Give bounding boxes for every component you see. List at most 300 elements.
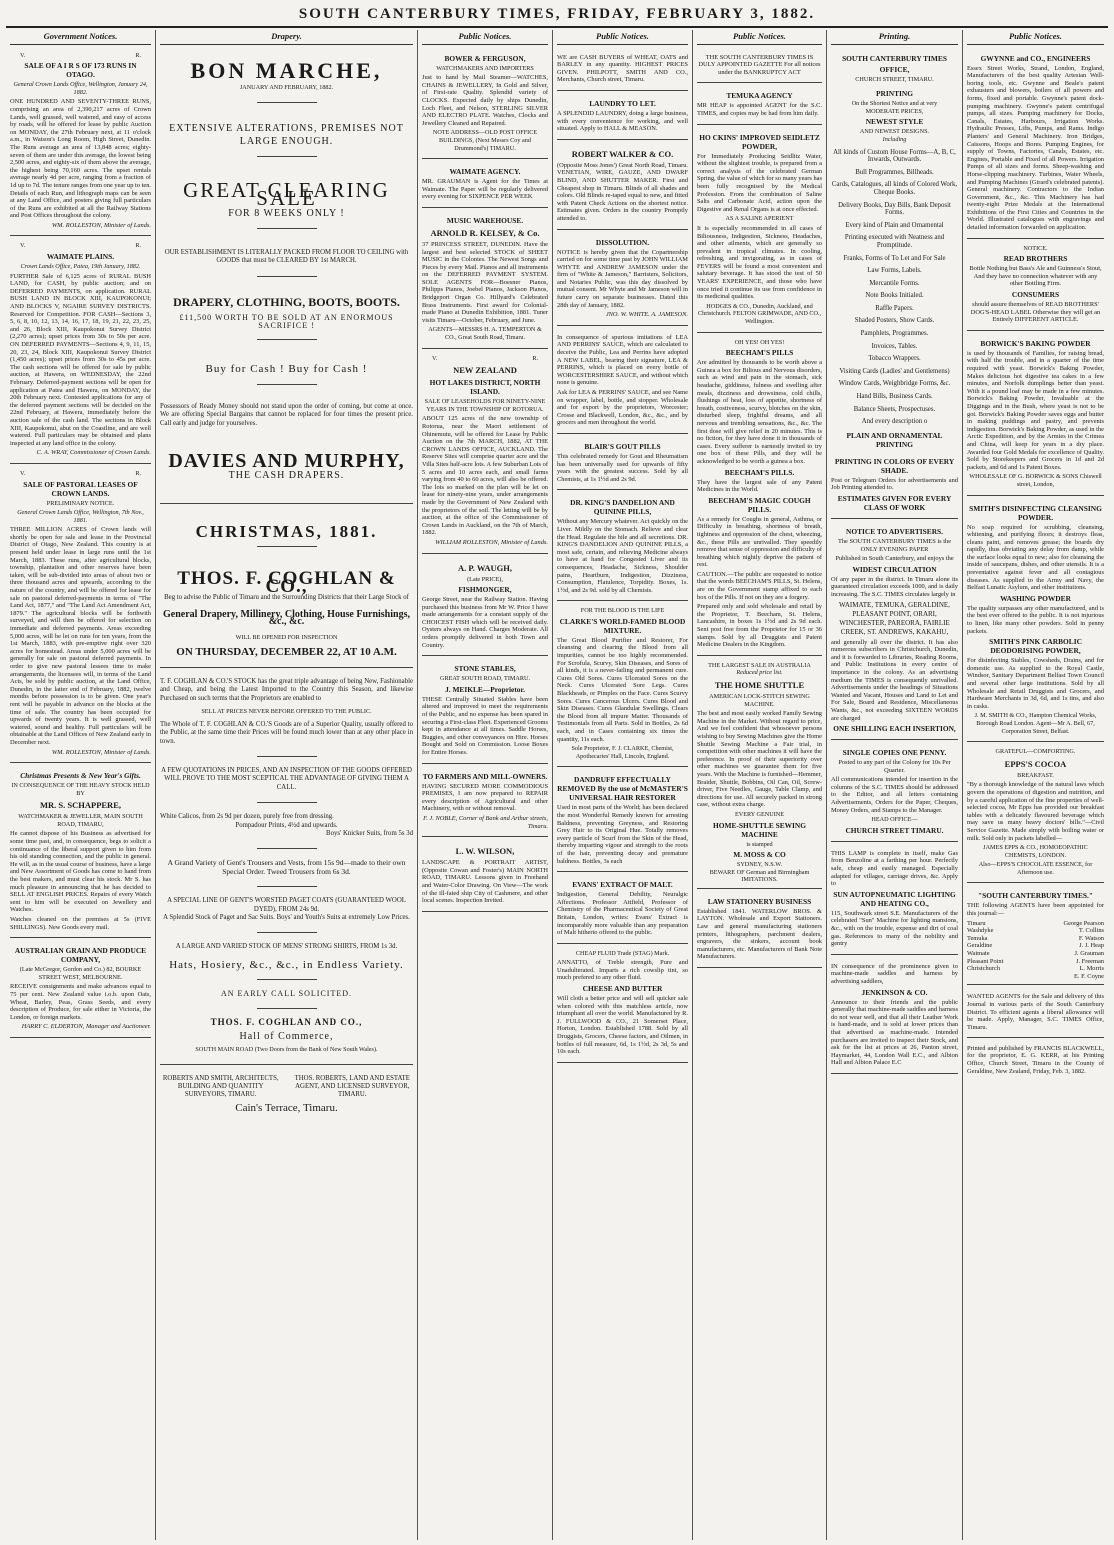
ad-title: JENKINSON & CO. xyxy=(861,987,928,997)
printing-list xyxy=(831,149,958,426)
read-brothers-ad xyxy=(967,242,1104,331)
paget-line: A SPECIAL LINE OF GENT'S WORSTED PAGET COATS (GUARANTEED WOOL DYED), FROM 24s 9d. xyxy=(167,897,406,913)
ad-wide: WIDEST CIRCULATION xyxy=(852,564,937,574)
ad-kicker: NOTICE. xyxy=(1023,244,1048,252)
ad-body: Essex Street Works, Strand, London, England, Manufacturers of the best quality Artesian Well-boring tools, etc. Gwynne and Beale's patent exhausters and blowers, boilers of all powers and forms, fixed and portable. Gwynne's patent dock-pumping machinery. Gwynne's patent centrifugal pumps, all sizes. Pumping machinery for Docks, Canals, Estates, Harbours, Irrigation Works. Hydraulic Presses, Lifts, Pumps, and Rams. Indigo Planters' and General Machinery. Iron Bridges, Caissons, Hoops and Bores. Pumping Engines, for supply of Towns, Factories, Canals, Estates, etc. Engines, Portable and Fixed of all Powers. Irrigation Pumps of all sizes and forms. Sheep-washing and Horse-clipping machinery. Turbines, Water Wheels, and Pumping Machines (Girard's celebrated patents). General machinery. Contractors to the Indian Government, &c., &c. This Machinery has had twenty-eight Prize Medals at the International Exhibitions of the First Cities and Countries in the World. Illustrated catalogues with engravings and detailed information forwarded on application. xyxy=(967,64,1104,232)
agent-place: Pleasant Point xyxy=(967,957,1004,965)
vr-mark: V. R. xyxy=(432,354,538,362)
roberts-smith-ad xyxy=(160,1075,413,1099)
bon-marche-title: BON MARCHE, xyxy=(190,57,383,83)
dissolution-notice xyxy=(557,233,688,326)
advertisers-notice xyxy=(831,522,958,740)
ad-body: Announce to their friends and the public generally that machine-made saddles and harness do not wear well, and that all their Leather Work is hand-made, and is sold at lower prices than that advertised as machine-made. Intended purchasers are invited to inspect their Stock, and ask for the list at prices at 26, Panton street, Haymarket, 44, London Wall E.C., and Albion Hall and Albion Palace E.C xyxy=(831,998,958,1067)
ad-road: GREAT SOUTH ROAD, TIMARU. xyxy=(439,675,530,683)
masthead: SOUTH CANTERBURY TIMES, FRIDAY, FEBRUARY 3, 1882. xyxy=(298,6,816,22)
grain-company-ad xyxy=(10,941,151,1038)
ad-body: WANTED AGENTS for the Sale and delivery of this Journal in various parts of the South Canterbury District. To efficient agents a liberal allowance will be made. Apply, Manager, S.C. TIMES Office, Timaru. xyxy=(967,993,1104,1031)
ad-title: Christmas Presents & New Year's Gifts. xyxy=(20,771,141,781)
agent-name: T. Collins xyxy=(1078,927,1104,935)
dr-king-ad xyxy=(557,493,688,601)
ad-signature: WILLIAM ROLLESTON, Minister of Lands. xyxy=(435,538,548,546)
notice-title: SALE OF PASTORAL LEASES OF CROWN LANDS. xyxy=(23,479,138,498)
ad-church: CHURCH STREET TIMARU. xyxy=(845,825,944,835)
thursday-line: ON THURSDAY, DECEMBER 22, AT 10 A.M. xyxy=(176,646,397,659)
ad-note: NOTE ADDRESS—OLD POST OFFICE BUILDINGS, (Next Messrs Coy and Drummond's) TIMARU. xyxy=(432,129,538,152)
borwick-ad xyxy=(967,334,1104,496)
ad-adj: and generally all over the district. It has also numerous subscribers in Christchurch, Dunedin, and it is forwarded to Libraries, Reading Rooms, and Public Institutions in every centre of importance in the colony. As an advertising medium the TIMES is consequently unrivalled. Advertisements under the headings of Situations Wanted and Vacant, Houses and Land to Let and For Sale, Board and Residence, Miscellaneous Wants, &c., not exceeding SIXTEEN WORDS are charged xyxy=(831,638,958,722)
printing-list-item: All kinds of Custom House Forms—A, B, C, Inwards, Outwards. xyxy=(833,148,956,164)
ad-body: Ask for LEA & PERRINS' SAUCE, and see Name on wrapper, label, bottle, and stopper. Wholesale and for export by the proprietors, Worcester; Crosse and Blackwell, London, &c., &c., and by grocers and men throughout the world. xyxy=(557,389,688,427)
waterlow-ad xyxy=(697,892,822,968)
clarke-ad xyxy=(557,604,688,767)
divider xyxy=(160,1064,413,1065)
gwynne-ad xyxy=(967,49,1104,239)
agent-name: George Pearson xyxy=(1063,919,1104,927)
printing-list-item: Franks, Forms of To Let and For Sale xyxy=(843,254,946,262)
printing-notice: On the Shortest Notice and at very xyxy=(851,100,938,108)
gazette-notice xyxy=(697,49,822,84)
divider xyxy=(160,667,413,668)
printing-plain: PLAIN AND ORNAMENTAL PRINTING xyxy=(846,430,943,449)
copies-notice xyxy=(831,743,958,842)
printing-including: Including xyxy=(882,135,907,143)
few-quotations: A FEW QUOTATIONS IN PRICES, AND AN INSPECTION OF THE GOODS OFFERED WILL PROVE TO THE MOST SCEPTICAL THE ADVANTAGE OF GIVING THEM A CALL. xyxy=(161,766,412,791)
ad-trade: WATCHMAKER & JEWELLER, MAIN SOUTH ROAD, TIMARU, xyxy=(18,813,143,828)
ad-body: Just to hand by Mail Steamer—WATCHES, CHAINS & JEWELLERY, In Gold and Silver, of First-rate Quality. Splendid variety of CLOCKS. Expected daily by ships Dunedin, Loch Fleet, and Nelson, STERLING SILVER AND ELECTRO PLATE. Watches, Clocks and Jewellery Cleaned and Repaired. xyxy=(422,74,548,127)
waimate-notice xyxy=(10,239,151,463)
column-drapery xyxy=(156,30,418,1540)
noble-ad xyxy=(422,767,548,838)
ad-title: AUSTRALIAN GRAIN AND PRODUCE COMPANY, xyxy=(14,946,147,965)
annatto-ad xyxy=(557,947,688,1063)
column-heading: Printing. xyxy=(831,30,958,45)
ad-genuine: EVERY GENUINE xyxy=(734,810,785,818)
bon-marche-date: JANUARY AND FEBRUARY, 1882. xyxy=(239,84,334,92)
evans-ad xyxy=(557,875,688,944)
agent-name: J. J. Heap xyxy=(1079,942,1104,950)
ad-body: ABOUT 125 acres of the new township of Rotorua, near the Maori settlement of Ohinemutu, will be offered for Lease by Public Auction on the 7th MARCH, 1882, AT THE CROWN LANDS OFFICE, AUCKLAND. The Reserve Sites will comprise quarter acre and the Villa Sites half-acre lots. A few Suburban Lots of 5 acres and 10 acres each, and small farms varying from 40 to 60 acres, will also be offered. The lots so marked on the plan will be let on lease for ninety-nine years, under arrangements made by the Government of New Zealand with the proprietors of the soil. The letting will be by auction, at the office of the Commissioner of Crown Lands in Auckland, on the 7th of March, 1882. xyxy=(422,415,548,537)
ad-body: Are admitted by thousands to be worth above a Guinea a box for Bilious and Nervous disorders, such as wind and pain in the stomach, sick headache, giddiness, fulness and swelling after meals, dizziness and drowsiness, cold chills, flushings of heat, loss of appetite, shortness of breath, costiveness, scurvy, blotches on the skin, disturbed sleep, frightful dreams, and all nervous and trembling sensations, &c., &c. The first dose will give relief in 20 minutes. This is no fiction, for they have done it in thousands of cases. Every sufferer is earnestly invited to try one box of these Pills, and they will be acknowledged to be worth a guinea a box. xyxy=(697,359,822,465)
printing-sct: SOUTH CANTERBURY TIMES xyxy=(842,53,947,63)
ad-head: HEAD OFFICE— xyxy=(871,816,918,824)
ad-signature: HODGES & CO., Dunedin, Auckland, and Christchurch. FELTON GRIMWADE, AND CO., Wellington. xyxy=(697,302,822,326)
ad-also: Also—EPPS'S CHOCOLATE ESSENCE, for Afternoon use. xyxy=(978,861,1093,876)
agent-place: Christchurch xyxy=(967,965,1001,973)
notice-title: SALE OF A I R S OF 173 RUNS IN OTAGO. xyxy=(24,61,137,80)
stone-stables-ad xyxy=(422,659,548,763)
printing-colors: PRINTING IN COLORS OF EVERY SHADE. xyxy=(834,456,955,475)
ad-sale: SALE OF LEASEHOLDS FOR NINETY-NINE YEARS IN THE TOWNSHIP OF ROTORUA. xyxy=(424,398,546,413)
printing-list-item: Window Cards, Weighbridge Forms, &c. xyxy=(838,380,951,388)
hall-of-commerce: Hall of Commerce, xyxy=(239,1030,334,1042)
ad-agents: AGENTS—MESSRS H. A. TEMPERTON & CO., Great South Road, Timaru. xyxy=(428,326,542,342)
agent-row xyxy=(967,927,1104,935)
ad-title: HO CKINS' IMPROVED SEIDLETZ POWDER, xyxy=(699,132,820,151)
ad-signature: WHOLESALE OF G. BORWICK & SONS Chiswell street, London, xyxy=(969,473,1102,488)
ad-body: "By a thorough knowledge of the natural laws which govern the operations of digestion and nutrition, and by a careful application of the fine properties of well-selected cocoa, Mr Epps has provided our breakfast tables with a delicately flavoured beverage which may save us many heavy doctors' bills."—Civil Service Gazette. Made simply with boiling water or milk. Sold only in packets labelled— xyxy=(967,781,1104,842)
notice-sub: Crown Lands Office, Patea, 19th January, 1882. xyxy=(20,263,141,271)
column-public-notices-3 xyxy=(693,30,827,1540)
pompadour-line: Pompadour Prints, 4½d and upwards. xyxy=(235,821,338,829)
divider xyxy=(257,384,317,385)
ad-kicker: OH YES! OH YES! xyxy=(734,338,785,346)
agent-place: Timaru xyxy=(967,919,986,927)
agent-row xyxy=(967,958,1104,966)
knicker-line: Boys' Knicker Suits, from 5s 3d xyxy=(326,829,413,837)
calicos-line: White Calicos, from 2s 9d per dozen, purely free from dressing. xyxy=(160,813,334,821)
ad-title: READ BROTHERS xyxy=(1003,254,1068,264)
notice-signature: WM. ROLLESTON, Minister of Lands. xyxy=(51,221,151,229)
agent-row xyxy=(967,950,1104,958)
agent-name: J. Freeman xyxy=(1075,957,1104,965)
printing-list-item: Balance Sheets, Prospectuses. xyxy=(853,405,936,413)
notice-signature: WM. ROLLESTON, Minister of Lands. xyxy=(51,748,151,756)
ad-body-2: The quality surpasses any other manufactured, and is the best ever offered to the public. It is not injurious to linen, like many other powders. Sold in penny packets. xyxy=(967,604,1104,635)
divider xyxy=(257,339,317,340)
ad-kicker: CHEAP FLUID Trade (STAG) Mark. xyxy=(575,949,670,957)
ad-title: TO FARMERS AND MILL-OWNERS. xyxy=(422,771,548,781)
ad-title: MUSIC WAREHOUSE. xyxy=(446,215,524,225)
ad-moss: M. MOSS & CO xyxy=(733,850,786,860)
printing-newest: NEWEST STYLE xyxy=(865,117,924,127)
ad-body: MR HEAP is appointed AGENT for the S.C. TIMES, and copies may be had from him daily. xyxy=(697,102,822,117)
ad-body: LANDSCAPE & PORTRAIT ARTIST, (Opposite Cowan and Foster's) MAIN NORTH ROAD, TIMARU. Lessons given in Freehand and Water-Color Drawing. On View—The work of the ill-fated ship City of Cashmere, and other local scenes. Inspection Invited. xyxy=(422,859,548,905)
printing-ad xyxy=(831,49,958,519)
ad-body-2: It is especially recommended in all cases of Biliousness, Indigestion, Sickness, Headaches, and other ailments, which are generally so prevalent in tropical climates. In cooling, refreshing, and invigorating, as in cases of FEVERS will be found a most convenient and salutary beverage. It has stood the test of 50 YEARS' EXPERIENCE, and those who have once tried it continue its use from confidence in its medicinal qualities. xyxy=(697,224,822,301)
home-shuttle-ad xyxy=(697,659,822,889)
cash-drapers: THE CASH DRAPERS. xyxy=(228,469,345,481)
ad-body: is used by thousands of Families, for raising bread, with half the trouble, and in a quarter of the time required with yeast. Borwick's Baking Powder, Makes delicious hot digestive tea cakes in a few minutes, and Norfolk dumplings better than yeast. With it a pound loaf may be made in a few minutes. Borwick's Baking Powder, Invaluable at the Diggings and in the Bush, where yeast is not to be got. Borwick's Baking Powder saves eggs and butter in making puddings and pastry, and prevents indigestion. Borwick's Baking Powder, as used in the Arctic Expedition, and by the Armies in the Crimea and China, will keep for years in a dry place. Awarded four Gold Medals for excellence of Quality. Sold by Storekeepers and Grocers in 1d and 2d packets, and 6d and 1s Patent Boxes. xyxy=(967,349,1104,471)
solicited-line: AN EARLY CALL SOLICITED. xyxy=(220,989,353,999)
blair-ad xyxy=(557,437,688,490)
agent-row xyxy=(967,920,1104,928)
christmas-title: CHRISTMAS, 1881. xyxy=(195,522,378,542)
ad-signature: HARRY C. ELDERTON, Manager and Auctioneer. xyxy=(21,1023,151,1031)
printing-office: OFFICE, xyxy=(879,64,910,74)
alterations-line-2: LARGE ENOUGH. xyxy=(239,136,334,148)
ad-caution: CAUTION.—The public are requested to notice that the words BEECHAM'S PILLS, St. Helens, are on the Government stamp affixed to each box of the Pills. If not on they are a forgery. xyxy=(697,570,822,601)
ad-sub: HOT LAKES DISTRICT, NORTH ISLAND. xyxy=(429,378,541,397)
ad-body: Will cloth a better price and will sell quicker sale when colored with this matchless article, now triumphant all over the world. Manufactured by R. J. FULLWOOD & CO., 21 Somerset Place, Horton, London. Established 1788. Sold by all Druggists, Grocers, Cheese factors, and Oilmen, in bottles of full measure, 6d, 1s 1½d, 2s 3d, 5s and 10s each. xyxy=(557,995,688,1056)
lea-perrins-ad xyxy=(557,329,688,434)
printing-list-item: Tobacco Wrappers. xyxy=(868,355,921,363)
ad-sub: IN CONSEQUENCE OF THE HEAVY STOCK HELD BY xyxy=(11,782,150,797)
printing-designs: AND NEWEST DESIGNS. xyxy=(859,128,930,136)
divider xyxy=(257,848,317,849)
agent-row xyxy=(967,965,1104,973)
printing-list-item: Note Books Initialed. xyxy=(865,292,924,300)
ad-late: (Late PRICE), xyxy=(467,575,503,583)
ad-sub: WASHING POWDER xyxy=(1000,593,1071,603)
ad-title: DISSOLUTION. xyxy=(595,237,650,247)
column-heading: Public Notices. xyxy=(557,30,688,45)
divider xyxy=(160,503,413,504)
column-heading: Government Notices. xyxy=(10,30,151,45)
ad-body: This celebrated remedy for Gout and Rheumatism has been universally used for upwards of fifty years with the greatest success. Sold by all Chemists, at 1s 1½d and 2s 9d. xyxy=(557,452,688,483)
ad-sydney: SYDNEY, N.S.W. xyxy=(736,861,783,869)
ad-body-3: For disinfecting Stables, Cowsheds, Drains, and for domestic use. As supplied to the Royal Castle, Windsor, Sanitary Department Belfast Town Council and several other large institutions. Sold by all Wholesale and Retail Druggists and Grocers, and Hardware Merchants in 3d, 6d, and 1s tins, and also in casks. xyxy=(967,657,1104,710)
column-government-notices xyxy=(6,30,156,1540)
ad-title: DANDRUFF EFFECTUALLY REMOVED By the use of McMASTER'S UNIVERSAL HAIR RESTORER xyxy=(557,775,688,803)
sun-lamp-ad xyxy=(831,845,958,955)
ad-title: CHEESE AND BUTTER xyxy=(582,984,663,994)
ad-body: 37 PRINCESS STREET, DUNEDIN. Have the largest and best selected STOCK of SHEET MUSIC in the Colonies. The Newest Songs and Pieces by every Mail. Pianos and all instruments on the DEFERRED PAYMENT SYSTEM. SOLE AGENTS FOR—Boesner Pianos, Philipps Pianos, Joebel Pianos, Jackson Pianos, Bridgeport Organ Co. Hillyard's Celebrated Brass Instruments. First award for Colonial-made Piano at Dunedin Exhibition, 1881. Tuner visits Timaru—October, February, and June. xyxy=(422,240,548,324)
ad-breakfast: BREAKFAST. xyxy=(1017,771,1054,779)
ad-wide-body: Of any paper in the district. In Timaru alone its guaranteed circulation exceeds 1000, and is daily increasing. The S.C. TIMES circulates largely in xyxy=(831,575,958,598)
printing-list-item: Bull Programmes, Billheads. xyxy=(855,168,934,176)
ad-kicker: THE LARGEST SALE IN AUSTRALIA xyxy=(708,661,811,669)
ad-beware: BEWARE OF German and Birmingham IMITATIONS. xyxy=(709,868,810,884)
ad-kicker: FOR THE BLOOD IS THE LIFE xyxy=(580,607,665,615)
notice-body: THREE MILLION ACRES of Crown lands will shortly be open for sale and lease in the Provincial District of Otago, New Zealand. This country is at present held under lease in large runs until the 1st March, 1883. These runs, after agricultural blocks, township, plantation and other reserves have been taken, will be sub-divided into areas of about two or three thousand acres and upwards, according to the nature of the country, and will be offered for lease for sale on pastoral deferred-payments in terms of "The Land Act, 1877," and "The Land Act Amendment Act, 1879." The agricultural blocks will be forthwith surveyed, and will then be offered for selection on immediate and deferred payments. Areas exceeding 5,000 acres, will be let on runs for ten years, from the 1st March, 1883, with pre-emptive right over 320 acres for homestead. Areas under 5,000 acres will be generally for sale on pastoral deferred payments. In order to give new pastoral lessees time to make arrangements, the licensees will, in terms of the Land Acts, be sold by public auction, at the Land Office, Dunedin, in the latter end of February, 1882, twelve months before possession is to be given. One year's rent will be payable in advance on the blocks at the time of sale. The country has been occupied for upwards of twenty years. It is well grassed, well watered, sound and healthy. Full particulars will be obtainable at the Land Offices of New Zealand early in December next. xyxy=(10,526,151,746)
printing-list-item: Invoices, Tables. xyxy=(871,342,918,350)
printing-list-item: Shaded Posters, Show Cards. xyxy=(854,317,935,325)
printing-heading: PRINTING xyxy=(876,89,913,99)
temuka-agency xyxy=(697,86,822,124)
ad-title: NOTICE TO ADVERTISERS. xyxy=(845,527,943,536)
ad-body-3: As a remedy for Coughs in general, Asthma, or Difficulty in breathing, shortness of breath, tightness and oppression of the chest, wheezing, &c., these Pills are unrivalled. They speedily remove that sense of oppression and difficulty of breathing which nightly deprive the patient of rest. xyxy=(697,515,823,569)
coghlan-address: SOUTH MAIN ROAD (Two Doors from the Bank of New South Wales). xyxy=(195,1046,378,1054)
column-heading: Public Notices. xyxy=(697,30,822,45)
ad-sub: AMERICAN LOCK-STITCH SEWING MACHINE. xyxy=(709,693,810,708)
ad-prepared: Prepared only and sold wholesale and retail by the Proprietor, T. Beecham, St. Helens, Lancashire, in boxes 1s 1½d and 2s 9d each. Sent post free from the Proprietor for 15 or 36 stamps. Sold by all Druggists and Patent Medicine Dealers in the Kingdom. xyxy=(697,603,822,649)
notice-title: WAIMATE PLAINS. xyxy=(46,252,115,262)
printing-list-item: Cards, Catalogues, all kinds of Colored Work, Cheque Books. xyxy=(831,181,958,196)
agent-table xyxy=(967,920,1104,981)
alterations-line-1: EXTENSIVE ALTERATIONS, PREMISES NOT xyxy=(169,122,404,134)
ad-consumers: CONSUMERS xyxy=(1011,290,1060,300)
printing-list-item: Raffle Papers. xyxy=(875,304,914,312)
printing-list-item: Hand Bills, Business Cards. xyxy=(856,393,933,401)
divider xyxy=(257,802,317,803)
ad-title: BOWER & FERGUSON, xyxy=(444,53,526,63)
ad-name: L. W. WILSON, xyxy=(455,846,515,857)
divider xyxy=(257,979,317,980)
agent-name: J. Grauman xyxy=(1074,950,1104,958)
roberts-smith: ROBERTS AND SMITH, ARCHITECTS, BUILDING AND QUANTITY SURVEYORS, TIMARU. xyxy=(162,1074,279,1098)
ad-title: BEECHAM'S PILLS xyxy=(725,348,794,358)
masthead-rule xyxy=(6,26,1108,28)
column-public-notices-4 xyxy=(963,30,1108,1540)
ad-body: THE SOUTH CANTERBURY TIMES IS DULY APPOINTED GAZETTE For all notices under the BANKRUPTCY ACT xyxy=(698,53,821,76)
ad-trade: FISHMONGER, xyxy=(458,585,512,595)
hats-line: Hats, Hosiery, &c., &c., in Endless Variety. xyxy=(169,958,404,971)
column-heading: Drapery. xyxy=(160,30,413,45)
sell-line: SELL AT PRICES NEVER BEFORE OFFERED TO THE PUBLIC. xyxy=(201,708,372,716)
ad-trade: WATCHMAKERS AND IMPORTERS xyxy=(436,64,534,72)
ad-body: THESE Centrally Situated Stables have been altered and improved to meet the requirements of the Public, and no expense has been spared in securing a First-class Fleet. Experienced Grooms kept in attendance at all times. Saddle Horses, Buggies, and other conveyances on Hire. Horses Bought and Sold on Commission. Loose Boxes for Entire Horses. xyxy=(422,695,548,756)
vr-mark: V. R. xyxy=(20,469,141,477)
ad-proprietor: J. MEIKLE—Proprietor. xyxy=(445,684,525,694)
ad-sub: AS A SALINE APERIENT xyxy=(725,215,794,223)
smith-powder-ad xyxy=(967,499,1104,743)
coghlan-title: THOS. F. COGHLAN & CO., xyxy=(177,567,396,597)
agent-place: Washdyke xyxy=(967,927,994,935)
agent-name: L. Morris xyxy=(1079,965,1104,973)
davies-murphy-title: DAVIES AND MURPHY, xyxy=(168,450,405,473)
ad-signature: F. J. NOBLE, Corner of Bank and Arthur streets, Timaru. xyxy=(423,814,548,830)
ad-body: RECEIVE consignments and make advances equal to 75 per cent. New Zealand value i.o.b. upon Oats, Wheat, Barley, Peas, Grass Seeds, and every description of Produce, for sale either in Victoria, the London, or foreign markets. xyxy=(10,983,151,1021)
ad-sub: BEECHAM'S PILLS. xyxy=(724,467,795,477)
clearing-sale-title: GREAT CLEARING SALE xyxy=(183,177,390,210)
ad-title: GWYNNE and CO., ENGINEERS xyxy=(980,53,1091,63)
agent-row xyxy=(967,973,1104,981)
schappere-ad xyxy=(10,766,151,938)
agent-place: Waimate xyxy=(967,950,990,958)
mcmaster-ad xyxy=(557,770,688,872)
printing-moderate: MODERATE PRICES, xyxy=(865,107,924,115)
splendid-line: A Splendid Stock of Paget and Sac Suits. Boys' and Youth's Suits at extremely Low Prices. xyxy=(163,914,410,921)
trousers-line: A Grand Variety of Gent's Trousers and Vests, from 15s 9d—made to their own Special Order. Tweed Trousers from 6s 3d. xyxy=(167,858,406,876)
thos-roberts: THOS. ROBERTS, LAND AND ESTATE AGENT, AND LICENSED SURVEYOR, TIMARU. xyxy=(294,1074,410,1098)
pastoral-notice xyxy=(10,467,151,763)
ad-title: TEMUKA AGENCY xyxy=(726,91,793,101)
ad-body: The best and most easily worked Family Sewing Machine in the Market. Without regard to price, And we feel confident that whosoever persons wishing to buy Sewing Machines give the Home Shuttle Sewing Machine a Fair trial, in competition with other machines it will have the preference. In proof of their superiority over other machines we guarantee them for five years. With the Machine is furnished—Hemmer, Braider, Shuttle, Bobbins, Oil Can, Oil, Screw-driver, Five Needles, Gauge, Table Clamp, and directions for use. All securely packed in strong case, without extra charge. xyxy=(697,710,822,809)
agent-row xyxy=(967,942,1104,950)
vr-mark: V. R. xyxy=(20,242,141,250)
ad-machine: HOME-SHUTTLE SEWING MACHINE xyxy=(712,820,807,839)
epps-ad xyxy=(967,745,1104,883)
laundry-ad xyxy=(557,94,688,140)
general-drapery: General Drapery, Millinery, Clothing, House Furnishings, &c., &c. xyxy=(163,608,410,628)
ad-body: HAVING SECURED MORE COMMODIOUS PREMISES, I am now prepared to REPAIR every description of Agricultural and other Machinery, with or without removal. xyxy=(422,782,548,813)
agents-list xyxy=(967,886,1104,985)
waimate-agency xyxy=(422,162,548,208)
ad-shilling: ONE SHILLING EACH INSERTION, xyxy=(833,724,956,734)
printing-list-item: Visiting Cards (Ladies' and Gentlemens) xyxy=(839,367,950,375)
agent-row xyxy=(967,935,1104,943)
ad-intro: ANNATTO, of Treble strength, Pure and Unadulterated. Imparts a rich cowslip tint, so much prefered to any other fluid. xyxy=(557,959,688,982)
walker-ad xyxy=(557,143,688,230)
ad-title: BORWICK'S BAKING POWDER xyxy=(980,338,1091,348)
buy-for-cash: Buy for Cash ! Buy for Cash ! xyxy=(205,363,368,376)
whole-text: The Whole of T. F. COGHLAN & CO.'S Goods are of a Superior Quality, usually offered to the Public, at the same time their Prices will be found much lower than at any other place in town. xyxy=(160,720,413,745)
waugh-ad xyxy=(422,557,548,657)
ad-title: EVANS' EXTRACT OF MALT. xyxy=(572,880,673,890)
shirts-line: A LARGE AND VARIED STOCK OF MENS' STRONG SHIRTS, FROM 1s 3d. xyxy=(175,943,398,951)
ad-title: LAW STATIONERY BUSINESS xyxy=(707,896,812,906)
ad-title: CLARKE'S WORLD-FAMED BLOOD MIXTURE. xyxy=(559,616,686,635)
divider xyxy=(257,156,317,157)
ad-reduced: Reduced price list. xyxy=(736,669,783,677)
ad-body: Used in most parts of the World; has been declared the most Wonderful Remedy known for arresting Baldness, preventing Greyness, and Restoring Grey Hair to its Original Hue. Totally removes every particle of Scurf from the Skin of the Head, thereby imparting vigour and strength to the roots of the hair, preventing decay and premature baldness. Bottles, 3s each xyxy=(557,804,688,865)
ad-stamped: is stamped xyxy=(746,840,773,848)
ad-body: The Great Blood Purifier and Restorer, For cleansing and clearing the Blood from all impurities, cannot be too highly recommended. For Scrofula, Scurvy, Skin Diseases, and Sores of all kinds, it is a never-failing and permanent cure. Cures Old Sores. Cures Ulcerated Sores on the Neck. Cures Ulcerated Sore Legs. Cures Blackheads, or Pimples on the Face. Cures Scurvy Sores. Cures Cancerous Ulcers. Cures Blood and Skin Diseases. Cures Glandular Swellings. Clears the Blood from all impure Matter. Thousands of Testimonials from all Parts. Sold in Bottles, 2s 6d each, and in Cases containing six times the quantity, 11s each. xyxy=(557,636,688,743)
ad-posted: Posted to any part of the Colony for 10s Per Quarter. xyxy=(838,759,951,774)
packed-notice: OUR ESTABLISHMENT IS LITERALLY PACKED FROM FLOOR TO CEILING with GOODS that must be CLEARED BY 1st MARCH. xyxy=(164,248,409,265)
ad-name: MR. S. SCHAPPERE, xyxy=(40,800,121,811)
ad-signature: Sole Proprietor, F. J. CLARKE, Chemist, Apothecaries' Hall, Lincoln, England. xyxy=(571,745,674,760)
ad-sub-2: SMITH'S PINK CARBOLIC DEODORISING POWDER, xyxy=(989,637,1082,656)
divider xyxy=(257,1008,317,1009)
wilson-ad xyxy=(422,840,548,912)
ad-body: George Street, near the Railway Station. Having purchased this business from Mr W. Price I have made arrangements for a constant supply of the CHOICEST FISH which will be received daily. Oysters always on Hand. Charges Moderate. All orders promptly delivered in both Town and Country. xyxy=(422,596,548,649)
ad-body-2: 115, Southwark street S.E. Manufacturers of the celebrated "Sun" Machine for lighting mansions, &c., with on the trouble, expense and dirt of coal gas. References to many of the nobility and gentry xyxy=(831,909,958,948)
columns xyxy=(6,30,1108,1540)
printing-church: CHURCH STREET, TIMARU. xyxy=(855,75,934,83)
ad-comm: All communications intended for insertion in the columns of the S.C. TIMES should be addressed to the Editor, and all letters containing Advertisements, Orders for the Paper, Cheques, Money Orders, and Stamps to the Manager. xyxy=(831,776,958,814)
notice-body: ONE HUNDRED AND SEVENTY-THREE RUNS, comprising an area of 2,390,217 acres of Crown Lands, well grassed, well watered, and easy of access by roads, will be offered for lease by public Auction on MONDAY, the 27th February next, at 11 o'clock a.m., in Watson's Long Room, High Street, Dunedin. The Runs average an area of 13,848 acres; eighty-seven of them are under this average, the lowest being 2,500 acres, and eighty-six of them above the average, the highest being 70,160 acres. The upset rentals average nearly 4d per acre, ranging from a fraction of 1d up to 7d. The tenure ranges from one year up to ten. Details of each Run, and lithograph maps can be seen at any Land Office, and posters giving full particulars of the Runs are exhibited at all the Railway Stations and Post Offices throughout the colony. xyxy=(10,98,151,220)
ad-body: THIS LAMP is complete in itself, make Gas from Benzoline at a farthing per hour. Perfectly safe, cheap and easily managed. Especially adapted for villages, carriage drives, &c. Apply to xyxy=(831,849,958,888)
printing-list-item: Delivery Books, Day Bills, Bank Deposit Forms. xyxy=(838,201,951,217)
ad-body: (Opposite Moss Jones') Great North Road, Timaru. VENETIAN, WIRE, GAUZE, AND DWARF BLIND, AND SHUTTER MAKER. First and Cheapest shop in Timaru. Blinds of all shades and colors. Old Blinds re-taped equal to new, and fitted with Patent Check Actions on the shortest notice. Estimates given. Orders in the country Promptly attended to. xyxy=(557,161,688,222)
runs-notice xyxy=(10,49,151,237)
ad-kicker: GRATEFUL—COMFORTING. xyxy=(995,748,1076,756)
ad-sub: (Late McGregor, Gordon and Co.) 82, BOURKE STREET WEST, MELBOURNE. xyxy=(19,966,142,981)
divider xyxy=(257,102,317,103)
ad-title: EPPS'S COCOA xyxy=(1004,758,1067,769)
hot-lakes-notice xyxy=(422,352,548,554)
ad-intro: In consequence of spurious imitations of LEA AND PERRINS' SAUCE, which are calculated to deceive the Public, Lea and Perrins have adopted A NEW LABEL, bearing their signature, LEA & PERRINS, which is placed on every bottle of WORCESTERSHIRE SAUCE, and without which none is genuine. xyxy=(557,333,688,387)
printing-list-item: Law Forms, Labels. xyxy=(867,267,922,275)
ad-pub: Published in South Canterbury, and enjoys the xyxy=(835,555,954,563)
divider xyxy=(257,886,317,887)
divider xyxy=(257,932,317,933)
ad-title: STONE STABLES, xyxy=(454,664,516,674)
ad-body-2: They have the largest sale of any Patent Medicines in the World. xyxy=(697,478,822,494)
printing-list-item: Printing executed with Neatness and Promptitude. xyxy=(844,234,945,249)
worth-line: £11,500 WORTH TO BE SOLD AT AN ENORMOUS SACRIFICE ! xyxy=(179,313,394,330)
ad-title: BLAIR'S GOUT PILLS xyxy=(584,441,661,451)
ad-body: MR. GRAUMAN is Agent for the Times at Waimate. The Paper will be regularly delivered every evening for SIXPENCE PER WEEK xyxy=(422,178,548,201)
ad-body: Bottle Nothing but Bass's Ale and Guinness's Stout, And they have no connection whatever with any other Bottling Firm. xyxy=(969,265,1102,288)
jenkinson-ad xyxy=(831,958,958,1074)
printing-list-item: Pamphlets, Programmes. xyxy=(860,330,929,338)
ad-body: He cannot dispose of his Business as advertised for some time past, and, in consequence, begs to solicit a continuance of the liberal support given to him from his old standing connection, and the public in general. He will, as in the usual course of business, have a large and New Assortment of Goods has come to hand from the best makers, and must clear his stock. Mr S. has much pleasure in announcing that he has decided to SELL AT ENGLISH PRICES. Repairs of every Watch sent to him will be executed on Jewellery and Watches. xyxy=(10,830,151,914)
hockins-ad xyxy=(697,128,822,333)
ad-note: Watches cleaned on the premises at 5s (FIVE SHILLINGS). New Goods every mail. xyxy=(10,916,151,931)
ad-body: For Immediately Producing Seidlitz Water, without the slightest trouble, is prepared from a correct analysis of the celebrated German Spring, the value of which for so many years has been fully recognised by the Medical Profession. From the combination of Saline Salts and Carbonate Acid, action upon the Digestive and Renal Organs is at once effected. xyxy=(697,152,822,213)
divider xyxy=(257,276,317,277)
ad-single: SINGLE COPIES ONE PENNY. xyxy=(842,748,947,758)
ad-intro: IN consequence of the prominence given to machine-made saddles and harness by advertising saddlers, xyxy=(831,962,958,985)
opened-for-inspection: WILL BE OPENED FOR INSPECTION xyxy=(235,633,338,641)
ad-name: ROBERT WALKER & CO. xyxy=(571,148,674,159)
ad-body-2: should assure themselves of READ BROTHERS' DOG'S-HEAD LABEL Otherwise they will get an Entirely DIFFERENT ARTICLE. xyxy=(970,301,1101,324)
printing-list-item: And every description o xyxy=(861,418,928,426)
notice-sub: General Crown Lands Office, Wellington, January 24, 1882. xyxy=(13,81,148,96)
notice-sub: PRELIMINARY NOTICE. xyxy=(46,499,115,507)
coghlan-beg: Beg to advise the Public of Timaru and the Surrounding Districts that their Large Stock of xyxy=(164,594,409,602)
ad-body: Indigestion, General Debility, Neuralgic Affections. Professor Attfield, Professor of Chemistry of the Pharmaceutical Society of Great Britain, London, writes: Evans' Extract is incomparably more valuable than any preparation of Malt hitherto offered to the public. xyxy=(557,891,688,937)
possessors-text: Possessors of Ready Money should not stand upon the order of coming, but come at once. We are offering Special Bargains that cannot be replaced for four times the present price. Call early and judge for yourselves. xyxy=(160,402,413,427)
ad-name: ARNOLD R. KELSEY, & Co. xyxy=(430,227,540,238)
agent-name: E. F. Coyne xyxy=(1073,972,1104,980)
notice-sub2: General Crown Lands Office, Wellington, 7th Nov., 1881. xyxy=(17,509,144,524)
column-heading: Public Notices. xyxy=(422,30,548,45)
ad-body: Established 1841. WATERLOW BROS. & LAYTON. Wholesale and Export Stationers. Law and general manufacturing stationers printers, lithographers, parchment dealers, engravers, die sinkers, account book manufacturers, etc. Manufacturers of Bank Note Manufacturers. xyxy=(697,907,822,961)
ad-places: WAIMATE, TEMUKA, GERALDINE, PLEASANT POINT, ORARI, WINCHESTER, PAREORA, FAIRLIE CREEK, ST. ANDREWS, KAKAHU, xyxy=(839,600,950,636)
column-public-notices-1 xyxy=(418,30,553,1540)
ad-signature: JAMES EPPS & CO., HOMOEOPATHIC CHEMISTS, LONDON. xyxy=(983,844,1088,859)
agent-place: Temuka xyxy=(967,934,988,942)
agent-name: F. Watson xyxy=(1078,934,1104,942)
ad-title: NEW ZEALAND xyxy=(453,365,517,376)
cains-terrace: Cain's Terrace, Timaru. xyxy=(235,1101,338,1114)
ad-title: SUN AUTOPNEUMATIC LIGHTING AND HEATING CO., xyxy=(833,889,956,908)
printing-list-item: Mercantile Forms. xyxy=(869,279,920,287)
divider xyxy=(257,546,317,547)
weeks-only: FOR 8 WEEKS ONLY ! xyxy=(228,208,345,220)
ad-title: THE HOME SHUTTLE xyxy=(714,680,805,690)
ad-sub-2: BEECHAM'S MAGIC COUGH PILLS. xyxy=(708,495,811,514)
ad-body: THE following AGENTS have been appointed for this journal:— xyxy=(967,902,1104,918)
ad-signature: JNO. W. WHITE. A. JAMESON. xyxy=(605,311,688,319)
notice-signature: C. A. WRAY, Commissioner of Crown Lands. xyxy=(36,449,151,457)
ad-body: A SPLENDID LAUNDRY, doing a large business, with every convenience for working, and well situated. Apply to HALL & MEASON. xyxy=(557,109,688,133)
ad-title: "SOUTH CANTERBURY TIMES." xyxy=(978,891,1093,901)
imprint: Printed and published by FRANCIS BLACKWELL, for the proprietor, E. G. KERR, at his Printing Office, Church Street, Timaru in the County of Geraldine, New Zealand, Friday, Feb. 3, 1882. xyxy=(967,1044,1104,1075)
